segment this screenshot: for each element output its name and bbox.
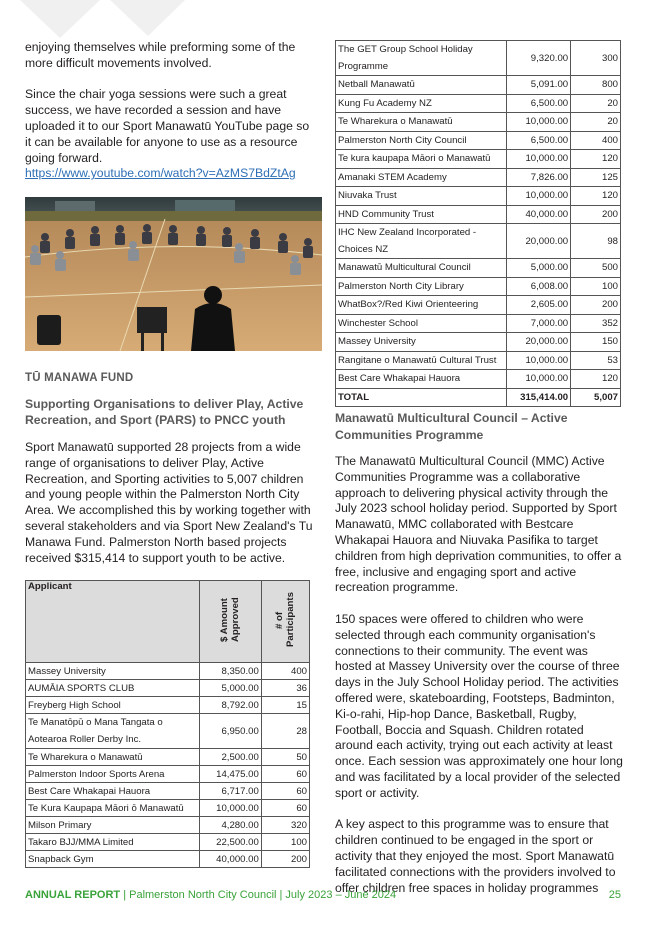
amount-cell: 22,500.00: [199, 834, 261, 851]
table-row: [26, 800, 310, 817]
table-row: [26, 783, 310, 800]
participants-cell: 28: [261, 714, 309, 749]
paragraph: Sport Manawatū supported 28 projects from a wide range of organisations to deliver Play, Active Recreation, and Sporting activities to 5,007 children and young people within the Palmerston North City Area. We accomplished this by working together with several stakeholders and via Sport New Zealand's Tu Manawa Fund. Palmerston North based projects received $315,414 to support youth to be active.: [25, 440, 313, 565]
participants-cell: 60: [261, 766, 309, 783]
amount-cell: 8,792.00: [199, 697, 261, 714]
applicant-cell: Massey University: [336, 333, 507, 352]
amount-cell: 10,000.00: [507, 351, 571, 370]
table-row: [336, 76, 621, 95]
table-row: [336, 94, 621, 113]
applicant-cell: Palmerston North City Council: [336, 131, 507, 150]
table-row: [336, 351, 621, 370]
table-row: [336, 314, 621, 333]
applicant-cell: AUMĀIA SPORTS CLUB: [26, 680, 200, 697]
participants-cell: 36: [261, 680, 309, 697]
table-row: [336, 333, 621, 352]
footer-brand: ANNUAL REPORT: [25, 889, 121, 901]
table-row: [336, 205, 621, 224]
left-intro-text: [25, 40, 315, 182]
paragraph: enjoying themselves while preforming some of the more difficult movements involved.: [25, 40, 296, 70]
applicant-cell: Te Manatōpū o Mana Tangata o Aotearoa Roller Derby Inc.: [26, 714, 200, 749]
amount-cell: 5,000.00: [507, 259, 571, 278]
participants-cell: 300: [571, 41, 621, 76]
column-header-amount: $ Amount Approved: [219, 597, 242, 643]
participants-cell: 20: [571, 94, 621, 113]
amount-cell: 10,000.00: [199, 800, 261, 817]
participants-cell: 60: [261, 783, 309, 800]
applicant-cell: Te Kura Kaupapa Māori ō Manawatū: [26, 800, 200, 817]
table-row: [336, 168, 621, 187]
table-row: [26, 851, 310, 868]
table-row: [336, 150, 621, 169]
applicant-cell: Best Care Whakapai Hauora: [26, 783, 200, 800]
applicant-cell: Kung Fu Academy NZ: [336, 94, 507, 113]
applicant-cell: Niuvaka Trust: [336, 187, 507, 206]
table-row: [26, 680, 310, 697]
amount-cell: 9,320.00: [507, 41, 571, 76]
table-row: [26, 663, 310, 680]
participants-cell: 200: [571, 296, 621, 315]
participants-cell: 15: [261, 697, 309, 714]
participants-cell: 800: [571, 76, 621, 95]
applicant-cell: WhatBox?/Red Kiwi Orienteering: [336, 296, 507, 315]
table-row: [26, 749, 310, 766]
chair-yoga-photo: [25, 197, 322, 351]
fund-subheading: Supporting Organisations to deliver Play, Active Recreation, and Sport (PARS) to PNCC youth: [25, 397, 304, 427]
table-row: [336, 370, 621, 389]
amount-cell: 6,500.00: [507, 94, 571, 113]
amount-cell: 4,280.00: [199, 817, 261, 834]
paragraph: 150 spaces were offered to children who were selected through each community organisation's connections to their community. The event was hosted at Massey University over the course of three days in the July School Holiday period. The activities offered were, skateboarding, Footsteps, Badminton, Ki-o-rahi, Hip-hop Dance, Basketball, Rugby, Football, Boccia and Squash. Children rotated around each activity, trying out each activity at least once. Each session was approximately one hour long and was facilitated by a local provider of the selected sport or activity.: [335, 611, 623, 800]
amount-cell: 6,500.00: [507, 131, 571, 150]
applicant-cell: Winchester School: [336, 314, 507, 333]
amount-cell: 14,475.00: [199, 766, 261, 783]
table-row: [336, 259, 621, 278]
participants-cell: 500: [571, 259, 621, 278]
youtube-link[interactable]: https://www.youtube.com/watch?v=AzMS7BdZtAg: [25, 166, 296, 181]
total-amount: 315,414.00: [507, 388, 571, 407]
participants-cell: 120: [571, 150, 621, 169]
total-participants: 5,007: [571, 388, 621, 407]
applicant-cell: HND Community Trust: [336, 205, 507, 224]
participants-cell: 400: [571, 131, 621, 150]
applicant-cell: Amanaki STEM Academy: [336, 168, 507, 187]
table-row: [336, 277, 621, 296]
paragraph: The Manawatū Multicultural Council (MMC) Active Communities Programme was a collaborative approach to delivering physical activity through the July 2023 school holiday period. Supported by Sport Manawatū, MMC collaborated with Bestcare Whakapai Hauora and Niuvaka Pasifika to target children from high deprivation communities, to offer a free, inclusive and engaging sport and active recreation programme.: [335, 454, 622, 595]
participants-cell: 50: [261, 749, 309, 766]
applicant-cell: Palmerston North City Library: [336, 277, 507, 296]
amount-cell: 8,350.00: [199, 663, 261, 680]
participants-cell: 150: [571, 333, 621, 352]
applicant-cell: Rangitane o Manawatū Cultural Trust: [336, 351, 507, 370]
decorative-chevrons: [0, 0, 200, 40]
table-row: [26, 817, 310, 834]
applicant-cell: Takaro BJJ/MMA Limited: [26, 834, 200, 851]
footer-separator: |: [120, 889, 130, 901]
applicant-cell: Te kura kaupapa Māori o Manawatū: [336, 150, 507, 169]
column-header-participants: # of Participants: [274, 592, 297, 648]
amount-cell: 5,000.00: [199, 680, 261, 697]
table-row: [336, 113, 621, 132]
mmc-body: [335, 454, 623, 896]
participants-cell: 100: [571, 277, 621, 296]
amount-cell: 7,000.00: [507, 314, 571, 333]
applicant-cell: Best Care Whakapai Hauora: [336, 370, 507, 389]
amount-cell: 40,000.00: [507, 205, 571, 224]
column-header-applicant: Applicant: [26, 581, 200, 663]
applicant-cell: Freyberg High School: [26, 697, 200, 714]
amount-cell: 10,000.00: [507, 150, 571, 169]
applicant-cell: Te Wharekura o Manawatū: [26, 749, 200, 766]
participants-cell: 53: [571, 351, 621, 370]
amount-cell: 2,605.00: [507, 296, 571, 315]
participants-cell: 120: [571, 370, 621, 389]
page-number: 25: [608, 889, 621, 901]
participants-cell: 20: [571, 113, 621, 132]
participants-cell: 320: [261, 817, 309, 834]
table-row: [336, 131, 621, 150]
table-header-row: [26, 581, 310, 663]
participants-cell: 200: [261, 851, 309, 868]
applicant-cell: IHC New Zealand Incorporated - Choices NZ: [336, 224, 507, 259]
amount-cell: 5,091.00: [507, 76, 571, 95]
amount-cell: 6,950.00: [199, 714, 261, 749]
participants-cell: 60: [261, 800, 309, 817]
participants-cell: 125: [571, 168, 621, 187]
applicant-cell: Netball Manawatū: [336, 76, 507, 95]
table-row: [336, 187, 621, 206]
amount-cell: 10,000.00: [507, 370, 571, 389]
applicant-cell: The GET Group School Holiday Programme: [336, 41, 507, 76]
amount-cell: 6,717.00: [199, 783, 261, 800]
mmc-heading: Manawatū Multicultural Council – Active Communities Programme: [335, 411, 568, 442]
fund-heading: TŪ MANAWA FUND: [25, 372, 134, 384]
funding-table-part-1: [25, 580, 310, 868]
total-label: TOTAL: [336, 388, 507, 407]
amount-cell: 40,000.00: [199, 851, 261, 868]
applicant-cell: Manawatū Multicultural Council: [336, 259, 507, 278]
amount-cell: 7,826.00: [507, 168, 571, 187]
participants-cell: 98: [571, 224, 621, 259]
participants-cell: 400: [261, 663, 309, 680]
paragraph: A key aspect to this programme was to ensure that children continued to be engaged in the sport or activity that they enjoyed the most. Sport Manawatū facilitated connections with the providers involved to offer children free spaces in holiday programmes: [335, 817, 616, 895]
table-row: [336, 296, 621, 315]
applicant-cell: Milson Primary: [26, 817, 200, 834]
table-row: [336, 224, 621, 259]
paragraph: Since the chair yoga sessions were such a great success, we have recorded a session and have uploaded it to our Sport Manawatū YouTube page so it can be available for anyone to use as a resource going forward.: [25, 87, 310, 165]
table-total-row: [336, 388, 621, 407]
participants-cell: 120: [571, 187, 621, 206]
page-footer: [25, 889, 621, 901]
amount-cell: 10,000.00: [507, 113, 571, 132]
participants-cell: 352: [571, 314, 621, 333]
applicant-cell: Palmerston Indoor Sports Arena: [26, 766, 200, 783]
funding-table-part-2: [335, 40, 621, 407]
amount-cell: 2,500.00: [199, 749, 261, 766]
applicant-cell: Snapback Gym: [26, 851, 200, 868]
participants-cell: 100: [261, 834, 309, 851]
amount-cell: 10,000.00: [507, 187, 571, 206]
table-row: [26, 714, 310, 749]
amount-cell: 6,008.00: [507, 277, 571, 296]
fund-description: [25, 440, 317, 566]
applicant-cell: Te Wharekura o Manawatū: [336, 113, 507, 132]
participants-cell: 200: [571, 205, 621, 224]
table-row: [26, 766, 310, 783]
table-row: [26, 697, 310, 714]
footer-org: Palmerston North City Council | July 2023 – June 2024: [129, 889, 397, 901]
amount-cell: 20,000.00: [507, 224, 571, 259]
table-row: [336, 41, 621, 76]
applicant-cell: Massey University: [26, 663, 200, 680]
table-row: [26, 834, 310, 851]
amount-cell: 20,000.00: [507, 333, 571, 352]
